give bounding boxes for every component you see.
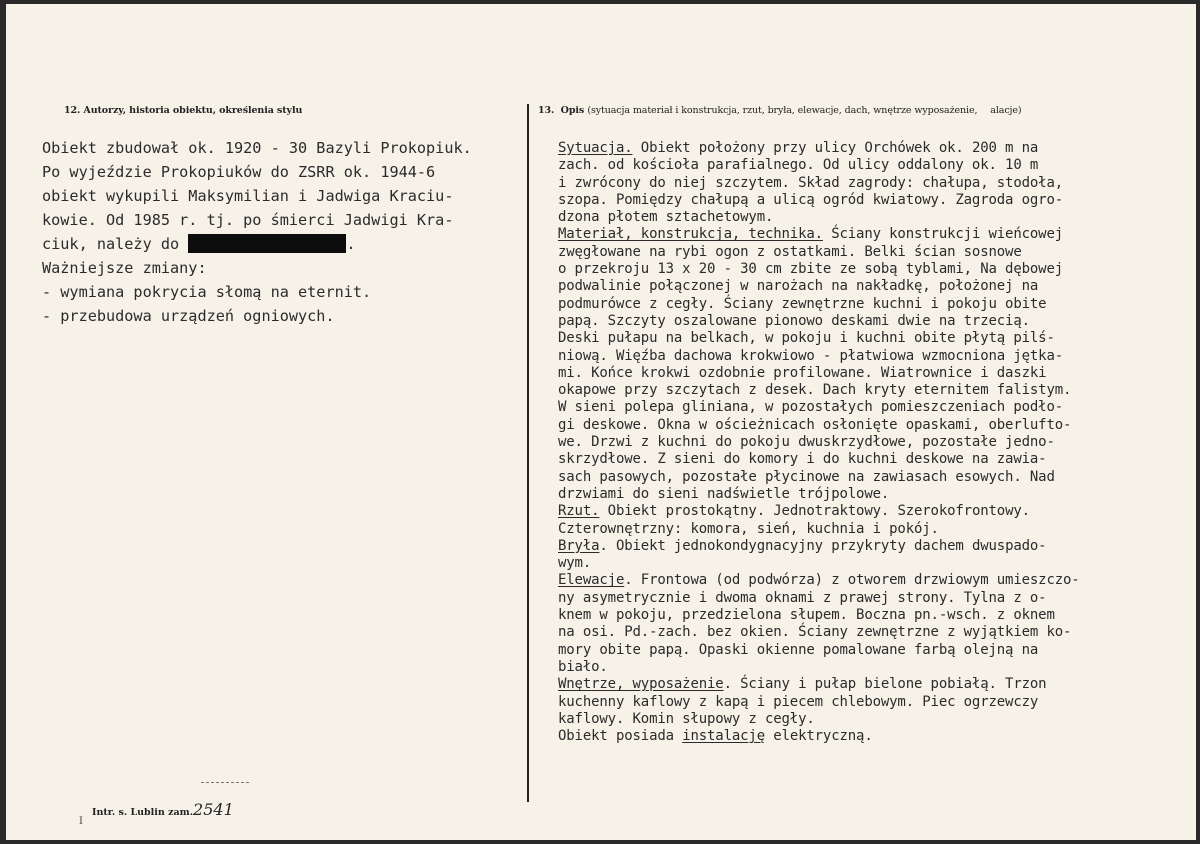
section-12-text bbox=[42, 136, 472, 328]
text-line: gi deskowe. Okna w ościeżnicach osłonięte opaskami, oberlufto- bbox=[558, 416, 1072, 433]
text-line: W sieni polepa gliniana, w pozostałych pomieszczeniach podło- bbox=[558, 399, 1064, 416]
inventory-card bbox=[6, 4, 1196, 840]
text-line: mi. Końce krokwi ozdobnie profilowane. Wiatrownice i daszki bbox=[558, 364, 1047, 381]
text-line: ciuk, należy do . bbox=[42, 235, 356, 253]
text-line: kuchenny kaflowy z kapą i piecem chlebowym. Piec ogrzewczy bbox=[558, 693, 1039, 710]
text-line: Materiał, konstrukcja, technika. Ściany konstrukcji wieńcowej bbox=[558, 226, 1064, 243]
heading-material: Materiał, konstrukcja, technika. bbox=[558, 226, 823, 243]
section-13-label: 13. Opis (sytuacja materiał i konstrukcja, rzut, bryła, elewacje, dach, wnętrze wyposażenie, alacje) bbox=[538, 105, 1022, 116]
text-line: Elewacje. Frontowa (od podwórza) z otworem drzwiowym umieszczo- bbox=[558, 572, 1080, 589]
text-line: kowie. Od 1985 r. tj. po śmierci Jadwigi Kra- bbox=[42, 211, 454, 229]
heading-wnetrze: Wnętrze, wyposażenie bbox=[558, 676, 724, 693]
text-line: o przekroju 13 x 20 - 30 cm zbite ze sobą tyblami, Na dębowej bbox=[558, 261, 1064, 278]
heading-instalacje: instalację bbox=[682, 728, 765, 745]
column-divider bbox=[527, 104, 529, 802]
text-line: Sytuacja. Obiekt położony przy ulicy Orchówek ok. 200 m na bbox=[558, 140, 1039, 156]
text-line: szopa. Pomiędzy chałupą a ulicą ogród kwiatowy. Zagroda ogro- bbox=[558, 191, 1064, 208]
text-line: dzona płotem sztachetowym. bbox=[558, 209, 774, 226]
text-line: knem w pokoju, przedzielona słupem. Boczna pn.-wsch. z oknem bbox=[558, 607, 1055, 624]
text-line: Wnętrze, wyposażenie. Ściany i pułap bielone pobiałą. Trzon bbox=[558, 676, 1047, 693]
text-line: Rzut. Obiekt prostokątny. Jednotraktowy. Szerokofrontowy. bbox=[558, 503, 1030, 520]
text-line: we. Drzwi z kuchni do pokoju dwuskrzydłowe, pozostałe jedno- bbox=[558, 434, 1055, 451]
text-line: wym. bbox=[558, 555, 592, 572]
text-line: Obiekt posiada instalację elektryczną. bbox=[558, 728, 873, 745]
section-12-label: 12. Autorzy, historia obiektu, określenia stylu bbox=[64, 105, 303, 116]
text-line: kaflowy. Komin słupowy z cegły. bbox=[558, 710, 815, 727]
text-line: Ważniejsze zmiany: bbox=[42, 259, 207, 277]
text-line: ny asymetrycznie i dwoma oknami z prawej strony. Tylna z o- bbox=[558, 589, 1047, 606]
text-line: Deski pułapu na belkach, w pokoju i kuchni obite płytą pilś- bbox=[558, 330, 1055, 347]
dashed-line bbox=[201, 782, 249, 783]
text-line: podwalinie połączonej w narożach na nakładkę, położonej na bbox=[558, 278, 1039, 295]
text-line: mory obite papą. Opaski okienne pomalowane farbą olejną na bbox=[558, 641, 1039, 658]
heading-sytuacja: Sytuacja. bbox=[558, 140, 633, 156]
text-line: na osi. Pd.-zach. bez okien. Ściany zewnętrzne z wyjątkiem ko- bbox=[558, 624, 1072, 641]
text-line: - wymiana pokrycia słomą na eternit. bbox=[42, 283, 372, 301]
text-line: niową. Więźba dachowa krokwiowo - płatwiowa wzmocniona jętka- bbox=[558, 347, 1064, 364]
footer-stamp: Intr. s. Lublin zam.2541 bbox=[92, 800, 234, 819]
text-line: Po wyjeździe Prokopiuków do ZSRR ok. 1944-6 bbox=[42, 163, 436, 181]
text-line: i zwrócony do niej szczytem. Skład zagrody: chałupa, stodoła, bbox=[558, 174, 1064, 191]
footer-mark: I bbox=[79, 816, 83, 827]
text-line: drzwiami do sieni nadświetle trójpolowe. bbox=[558, 485, 890, 502]
text-line: obiekt wykupili Maksymilian i Jadwiga Kraciu- bbox=[42, 187, 454, 205]
text-line: zach. od kościoła parafialnego. Od ulicy oddalony ok. 10 m bbox=[558, 157, 1039, 174]
text-line: Obiekt zbudował ok. 1920 - 30 Bazyli Prokopiuk. bbox=[42, 139, 472, 157]
text-line: Czterownętrzny: komora, sień, kuchnia i pokój. bbox=[558, 520, 939, 537]
heading-rzut: Rzut. bbox=[558, 503, 600, 520]
text-line: skrzydłowe. Z sieni do komory i do kuchni deskowe na zawia- bbox=[558, 451, 1047, 468]
text-line: papą. Szczyty oszalowane pionowo deskami dwie na trzecią. bbox=[558, 312, 1030, 329]
heading-elewacje: Elewacje bbox=[558, 572, 625, 589]
text-line: okapowe przy szczytach z desek. Dach kryty eternitem falistym. bbox=[558, 382, 1072, 399]
text-line: sach pasowych, pozostałe płycinowe na zawiasach esowych. Nad bbox=[558, 468, 1055, 485]
text-line: zwęgłowane na rybi ogon z ostatkami. Belki ścian sosnowe bbox=[558, 243, 1022, 260]
heading-bryla: Bryła bbox=[558, 537, 600, 554]
handwritten-number: 2541 bbox=[193, 800, 234, 819]
redaction-block bbox=[188, 234, 346, 253]
text-line: Bryła. Obiekt jednokondygnacyjny przykryty dachem dwuspado- bbox=[558, 537, 1047, 554]
text-line: - przebudowa urządzeń ogniowych. bbox=[42, 307, 335, 325]
text-line: podmurówce z cegły. Ściany zewnętrzne kuchni i pokoju obite bbox=[558, 295, 1047, 312]
text-line: biało. bbox=[558, 658, 608, 675]
section-13-text bbox=[558, 140, 1080, 745]
